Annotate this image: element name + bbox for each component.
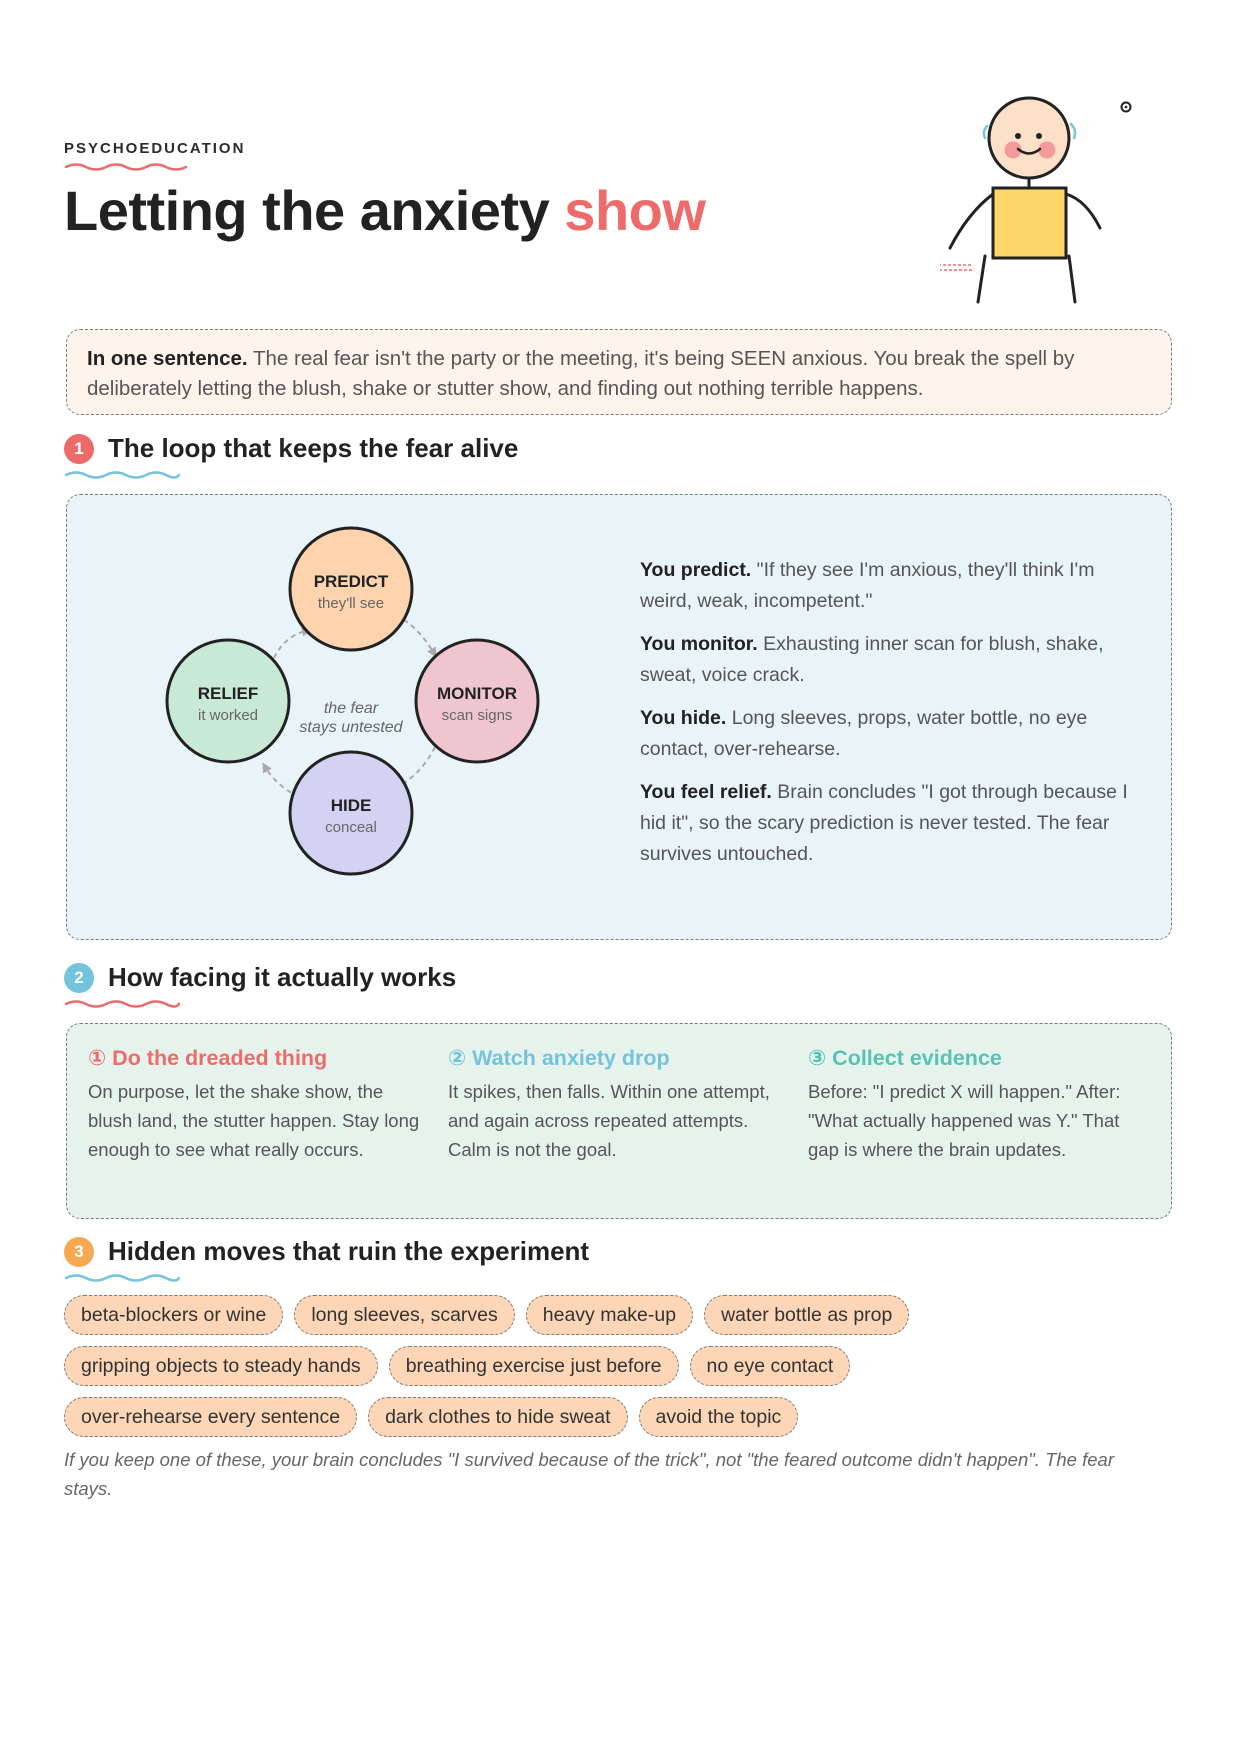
step-evidence-body: Before: "I predict X will happen." After: "What actually happened was Y." That gap is where the brain updates. — [808, 1081, 1121, 1160]
section-2-number-badge: 2 — [64, 963, 94, 993]
summary-text: The real fear isn't the party or the meeting, it's being SEEN anxious. You break the spell by deliberately letting the blush, shake or stutter show, and finding out nothing terrible happens. — [87, 347, 1075, 400]
step-predict-lead: You predict. — [640, 559, 752, 581]
section-3-title: Hidden moves that ruin the experiment — [108, 1236, 590, 1266]
node-monitor-sub: scan signs — [441, 707, 513, 724]
step-do-title: ① Do the dreaded thing — [88, 1046, 328, 1070]
chip: breathing exercise just before — [389, 1346, 679, 1386]
title-accent: show — [564, 179, 706, 242]
step-watch-title: ② Watch anxiety drop — [448, 1046, 670, 1070]
step-column-evidence — [808, 1046, 1148, 1164]
chip: heavy make-up — [526, 1295, 693, 1335]
node-predict-sub: they'll see — [317, 595, 385, 612]
one-sentence-summary — [66, 329, 1172, 415]
summary-lead: In one sentence. — [87, 347, 248, 370]
facing-it-panel — [66, 1023, 1172, 1219]
step-watch-body: It spikes, then falls. Within one attempt, and again across repeated attempts. Calm is not the goal. — [448, 1081, 770, 1160]
loop-step-relief — [640, 777, 1150, 870]
chip: avoid the topic — [639, 1397, 799, 1437]
loop-node-relief — [167, 640, 289, 762]
chip: long sleeves, scarves — [294, 1295, 514, 1335]
loop-node-predict — [290, 528, 412, 650]
loop-arrow-relief-to-predict — [274, 630, 309, 658]
node-relief-sub: it worked — [197, 707, 259, 724]
section-1-heading — [64, 433, 518, 464]
eyebrow-label: PSYCHOEDUCATION — [64, 140, 246, 157]
section-1-underline-squiggle — [64, 469, 184, 481]
chip: over-rehearse every sentence — [64, 1397, 357, 1437]
node-hide-sub: conceal — [325, 819, 377, 836]
section-2-title: How facing it actually works — [108, 962, 457, 992]
section-2-underline-squiggle — [64, 998, 184, 1010]
loop-node-monitor — [416, 640, 538, 762]
chip: dark clothes to hide sweat — [368, 1397, 627, 1437]
loop-step-predict — [640, 555, 1150, 617]
page-title — [64, 178, 705, 244]
step-monitor-text: Exhausting inner scan for blush, shake, sweat, voice crack. — [640, 633, 1104, 686]
section-1-title: The loop that keeps the fear alive — [108, 433, 519, 463]
loop-step-hide — [640, 703, 1150, 765]
step-relief-lead: You feel relief. — [640, 781, 772, 803]
step-predict-text: "If they see I'm anxious, they'll think I'm weird, weak, incompetent." — [640, 559, 1095, 612]
step-do-body: On purpose, let the shake show, the blush land, the stutter happen. Stay long enough to see what really occurs. — [88, 1081, 420, 1160]
node-relief-label: RELIEF — [197, 684, 259, 703]
loop-node-hide — [290, 752, 412, 874]
node-predict-label: PREDICT — [313, 572, 389, 591]
chip-row — [64, 1397, 1174, 1437]
step-hide-lead: You hide. — [640, 707, 727, 729]
node-hide-label: HIDE — [330, 796, 372, 815]
chip: no eye contact — [690, 1346, 851, 1386]
loop-center-line-2: stays untested — [299, 719, 403, 736]
loop-step-monitor — [640, 629, 1150, 691]
node-monitor-label: MONITOR — [437, 684, 517, 703]
title-main: Letting the anxiety — [64, 179, 565, 242]
fear-loop-diagram — [67, 495, 627, 941]
step-evidence-title: ③ Collect evidence — [808, 1046, 1002, 1070]
section-2-heading — [64, 962, 456, 993]
mascot-illustration — [940, 88, 1140, 308]
chip-row — [64, 1346, 1174, 1386]
section-3-heading — [64, 1236, 589, 1267]
chip-row — [64, 1295, 1174, 1335]
loop-center-line-1: the fear — [323, 700, 379, 717]
footnote: If you keep one of these, your brain concludes "I survived because of the trick", not "the feared outcome didn't happen". The fear stays. — [64, 1449, 1114, 1499]
section-3-number-badge: 3 — [64, 1237, 94, 1267]
chip: beta-blockers or wine — [64, 1295, 283, 1335]
eyebrow-underline-squiggle — [64, 160, 194, 172]
step-column-do — [88, 1046, 428, 1164]
safety-behaviour-chips — [64, 1295, 1174, 1448]
step-column-watch — [448, 1046, 788, 1164]
section-1-number-badge: 1 — [64, 434, 94, 464]
chip: water bottle as prop — [704, 1295, 909, 1335]
step-hide-text: Long sleeves, props, water bottle, no eye contact, over-rehearse. — [640, 707, 1088, 760]
loop-description — [640, 555, 1150, 882]
fear-loop-panel — [66, 494, 1172, 940]
section-3-underline-squiggle — [64, 1272, 184, 1284]
chip: gripping objects to steady hands — [64, 1346, 378, 1386]
step-relief-text: Brain concludes "I got through because I hid it", so the scary prediction is never tested. The fear survives untouched. — [640, 781, 1128, 865]
step-monitor-lead: You monitor. — [640, 633, 758, 655]
